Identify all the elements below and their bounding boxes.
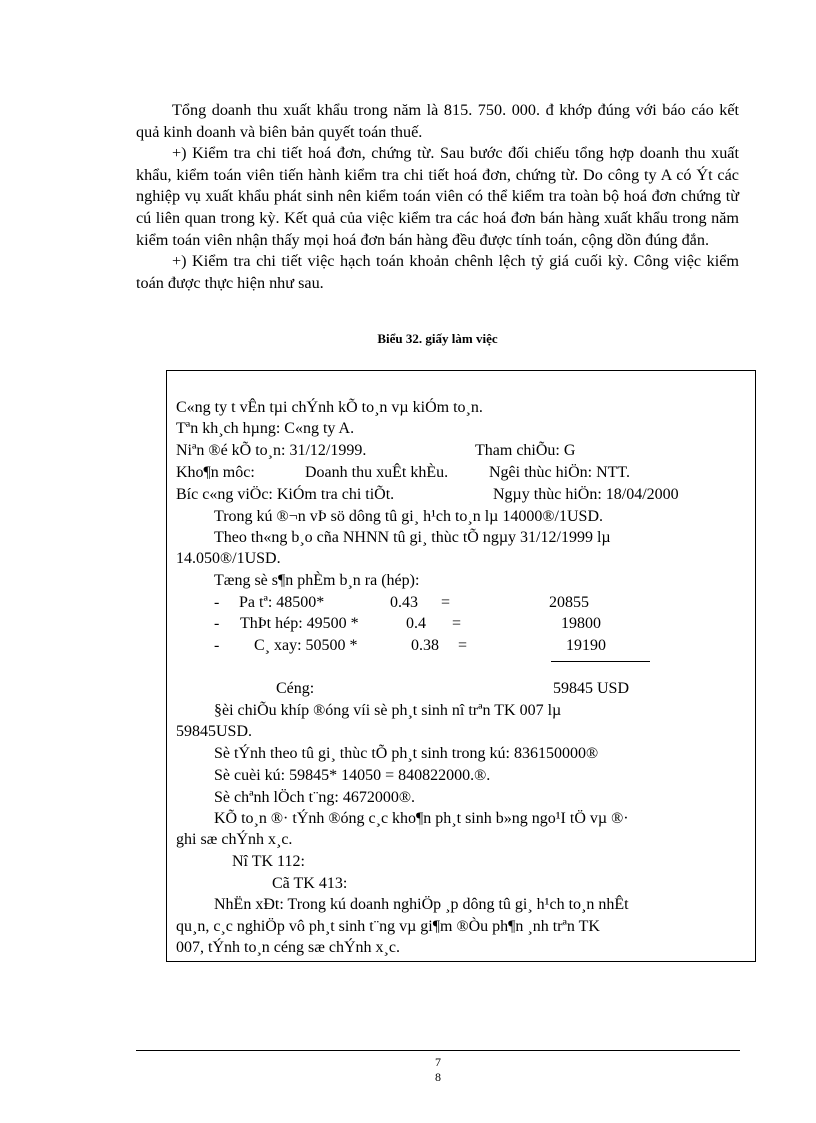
item-amount: 19800	[561, 615, 601, 632]
closing-amount: Sè cuèi kú: 59845* 14050 = 840822000.®.	[214, 767, 491, 784]
step-line: Bíc c«ng viÖc: KiÓm tra chi tiÕt.	[176, 486, 395, 503]
conclusion-line: KÕ to¸n ®· tÝnh ®óng c¸c kho¶n ph¸t sinh b»ng ngo¹I tÖ vµ ®·	[214, 810, 629, 827]
item-equals: =	[441, 594, 451, 611]
table-caption: Biểu 32. giấy làm việc	[377, 331, 498, 346]
actual-rate-amount: Sè tÝnh theo tû gi¸ thùc tÕ ph¸t sinh trong kú: 836150000®	[214, 745, 599, 762]
item-amount: 19190	[566, 637, 606, 654]
year-end-line: Niªn ®é kÕ to¸n: 31/12/1999.	[176, 442, 367, 459]
conclusion-continued: ghi sæ chÝnh x¸c.	[176, 831, 293, 848]
reference-line: Tham chiÕu: G	[475, 442, 576, 459]
total-products-label: Tæng sè s¶n phÈm b¸n ra (hép):	[214, 572, 420, 589]
difference-amount: Sè chªnh lÖch t¨ng: 4672000®.	[214, 789, 415, 806]
reconcile-value: 59845USD.	[176, 723, 253, 740]
item-dash: -	[214, 615, 220, 632]
booking-rate-line: Trong kú ®¬n vÞ sö dông tû gi¸ h¹ch to¸n lµ 14000®/1USD.	[214, 508, 604, 525]
intro-paragraph-revenue: Tổng doanh thu xuất khẩu trong năm là 815. 750. 000. đ khớp đúng với báo cáo kết quả kinh doanh và biên bản quyết toán thuế.	[136, 101, 739, 141]
remark-continued: qu¸n, c¸c nghiÖp vô ph¸t sinh t¨ng vµ gi¶m ®Òu ph¶n ¸nh trªn TK	[176, 918, 600, 935]
intro-paragraph-exchange-check: +) Kiểm tra chi tiết việc hạch toán khoản chênh lệch tỷ giá cuối kỳ. Công việc kiểm toán được thực hiện như sau.	[136, 252, 739, 292]
item-dash: -	[214, 594, 220, 611]
client-line: Tªn kh¸ch hµng: C«ng ty A.	[176, 420, 355, 437]
date-line: Ngµy thùc hiÖn: 18/04/2000	[493, 486, 679, 503]
bank-rate-line: Theo th«ng b¸o cña NHNN tû gi¸ thùc tÕ ngµy 31/12/1999 lµ	[214, 529, 611, 546]
item-rate: 0.4	[406, 615, 426, 632]
item-rate: 0.43	[390, 594, 418, 611]
remark-line: NhËn xÐt: Trong kú doanh nghiÖp ¸p dông tû gi¸ h¹ch to¸n nhÊt	[214, 896, 629, 913]
item-name: Pa tª: 48500*	[239, 594, 325, 611]
footer-rule	[136, 1050, 740, 1051]
credit-entry: Cã TK 413:	[272, 875, 348, 892]
remark-end: 007, tÝnh to¸n céng sæ chÝnh x¸c.	[176, 939, 400, 956]
item-name: C¸ xay: 50500 *	[254, 637, 358, 654]
intro-text	[136, 100, 739, 294]
bank-rate-value: 14.050®/1USD.	[176, 550, 281, 567]
item-amount: 20855	[549, 594, 589, 611]
sum-value: 59845 USD	[553, 680, 630, 697]
company-line: C«ng ty t vÊn tµi chÝnh kÕ to¸n vµ kiÓm to¸n.	[176, 399, 483, 416]
page-number-bottom: 8	[435, 1070, 441, 1084]
sum-label: Céng:	[276, 680, 315, 697]
item-name: ThÞt hép: 49500 *	[240, 615, 359, 632]
section-label: Kho¶n môc:	[176, 464, 255, 481]
page-number-top: 7	[435, 1055, 441, 1069]
item-equals: =	[452, 615, 462, 632]
item-dash: -	[214, 637, 220, 654]
section-value: Doanh thu xuÊt khÈu.	[305, 464, 449, 481]
debit-entry: Nî TK 112:	[232, 853, 305, 870]
item-equals: =	[458, 637, 468, 654]
performer-line: Ngêi thùc hiÖn: NTT.	[489, 464, 631, 481]
reconcile-line: §èi chiÕu khíp ®óng víi sè ph¸t sinh nî trªn TK 007 lµ	[214, 702, 562, 719]
intro-paragraph-invoice-check: +) Kiểm tra chi tiết hoá đơn, chứng từ. Sau bước đối chiếu tổng hợp doanh thu xuất khẩu, kiểm toán viên tiến hành kiểm tra chi tiết hoá đơn, chứng từ. Do công ty A có Ýt các nghiệp vụ xuất khẩu phát sinh nên kiểm toán viên có thể kiểm tra toàn bộ hoá đơn chứng từ cú liên quan trong kỳ. Kết quả của việc kiểm tra các hoá đơn bán hàng xuất khẩu trong năm kiểm toán viên nhận thấy mọi hoá đơn bán hàng đều được tính toán, cộng dồn đúng đắn.	[136, 144, 739, 249]
sum-separator-line	[551, 661, 650, 662]
item-rate: 0.38	[411, 637, 439, 654]
